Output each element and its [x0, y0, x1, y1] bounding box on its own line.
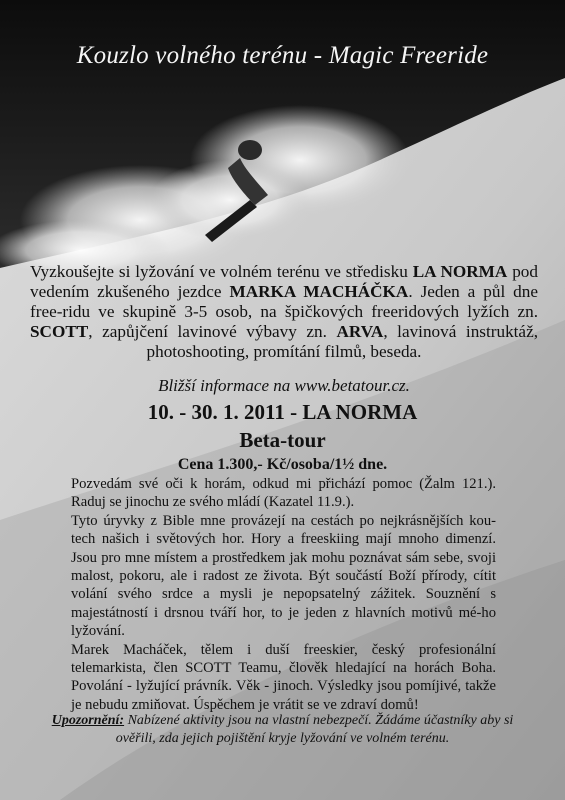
intro-highlight: LA NORMA: [412, 262, 508, 281]
event-date: 10. - 30. 1. 2011 - LA NORMA: [147, 400, 418, 424]
intro-highlight: SCOTT: [30, 322, 89, 341]
notice-body: Nabízené aktivity jsou na vlastní nebezpečí. Žádáme účastníky aby si ověřili, zda jejich pojištění kryje lyžování ve volném terénu.: [115, 713, 514, 746]
intro-segment: . Jeden a půl dne free-ridu ve skupině 3-5 osob, na špičkových freeridových lyžích zn.: [30, 282, 538, 321]
notice-label: Upozornění:: [51, 713, 125, 728]
info-line: Bližší informace na www.betatour.cz.: [158, 376, 410, 395]
intro-highlight: ARVA: [336, 322, 384, 341]
intro-highlight: MARKA MACHÁČKA: [229, 282, 409, 301]
body-text: [71, 475, 496, 714]
notice-text: [40, 712, 525, 748]
body-paragraph: Tyto úryvky z Bible mne provázejí na cestách po nejkrásnějších kou-tech našich i světových hor. Hory a freeskiing mají mnoho dimenzí. Jsou pro mne místem a prostředkem jak mohu poznávat sám sebe, svoji malost, pokoru, ale i radost ze života. Být součástí Boží přírody, cítit volání svého srdce a mysli je nepopsatelný zážitek. Souznění s majestátností i drsnou tváří hor, to je jeden z hlavních motivů mé-ho lyžování.: [71, 512, 496, 640]
price-line: Cena 1.300,- Kč/osoba/1½ dne.: [177, 456, 388, 473]
poster-title: Kouzlo volného terénu - Magic Freeride: [76, 42, 489, 69]
body-paragraph: Pozvedám své oči k horám, odkud mi přichází pomoc (Žalm 121.). Raduj se jinochu ze svého mládí (Kazatel 11.9.).: [71, 476, 496, 511]
intro-segment: pod vedením zkušeného jezdce: [30, 262, 538, 301]
intro-segment: , zapůjčení lavinové výbavy zn.: [88, 322, 337, 341]
intro-segment: , lavinová instruktáž, photoshooting, promítání filmů, beseda.: [146, 322, 538, 361]
intro-segment: Vyzkoušejte si lyžování ve volném terénu ve středisku: [30, 262, 413, 281]
body-paragraph: Marek Macháček, tělem i duší freeskier, český profesionální telemarkista, člen SCOTT Teamu, člověk hledající na horách Boha. Povolání - lyžující právník. Věk - jinoch. Výsledky jsou pomíjivé, takže je nebudu zmiňovat. Úspěchem je vrátit se ve zdraví domů!: [71, 641, 496, 713]
organizer-name: Beta-tour: [239, 428, 326, 452]
intro-text: [30, 262, 538, 362]
